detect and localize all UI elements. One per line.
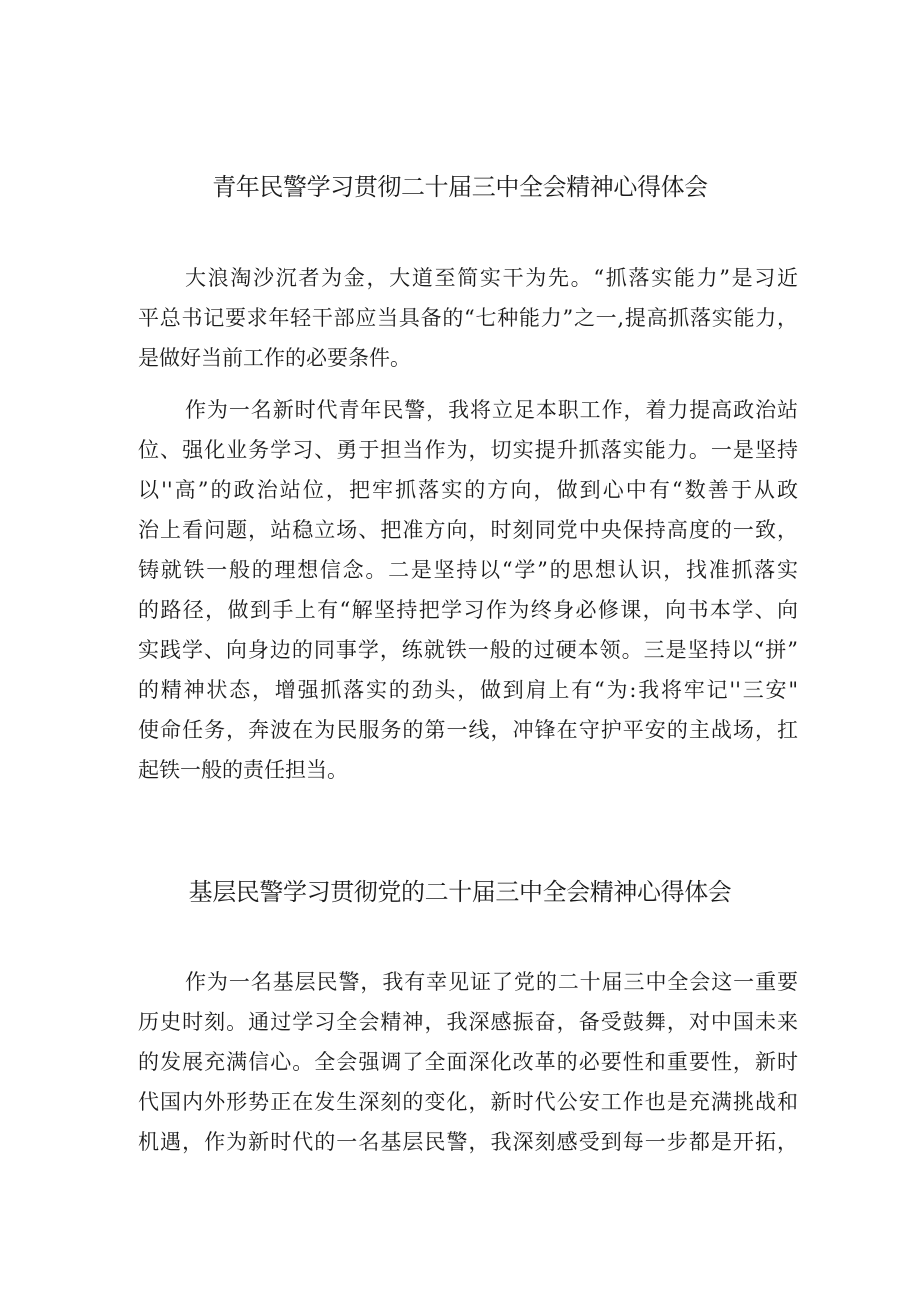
paragraph-line: 治上看问题，站稳立场、把准方向，时刻同党中央保持高度的一致， (138, 518, 798, 542)
paragraph-line: 机遇，作为新时代的一名基层民警，我深刻感受到每一步都是开拓， (138, 1130, 798, 1154)
paragraph-line: 作为一名基层民警，我有幸见证了党的二十届三中全会这一重要 (185, 970, 798, 994)
paragraph-line: 历史时刻。通过学习全会精神，我深感振奋，备受鼓舞，对中国未来 (138, 1010, 798, 1034)
paragraph-line: 使命任务，奔波在为民服务的第一线，冲锋在守护平安的主战场，扛 (138, 718, 798, 742)
article-2-paragraph-1 (138, 962, 798, 1162)
article-1-paragraph-1 (138, 258, 798, 378)
paragraph-line: 位、强化业务学习、勇于担当作为，切实提升抓落实能力。一是坚持 (138, 438, 798, 462)
paragraph-line: 实践学、向身边的同事学，练就铁一般的过硬本领。三是坚持以“拼” (138, 638, 798, 662)
paragraph-line: 大浪淘沙沉者为金，大道至简实干为先。“抓落实能力”是习近 (185, 266, 798, 290)
paragraph-line: 作为一名新时代青年民警，我将立足本职工作，着力提高政治站 (185, 398, 798, 422)
article-1-title: 青年民警学习贯彻二十届三中全会精神心得体会 (212, 173, 708, 201)
article-1-paragraph-2 (138, 390, 798, 790)
paragraph-line: 是做好当前工作的必要条件。 (138, 346, 411, 370)
paragraph-line: 的发展充满信心。全会强调了全面深化改革的必要性和重要性，新时 (138, 1050, 798, 1074)
paragraph-line: 平总书记要求年轻干部应当具备的“七种能力”之一,提高抓落实能力， (138, 306, 798, 330)
article-2-title: 基层民警学习贯彻党的二十届三中全会精神心得体会 (188, 878, 732, 906)
paragraph-line: 代国内外形势正在发生深刻的变化，新时代公安工作也是充满挑战和 (138, 1090, 798, 1114)
paragraph-line: 以''高”的政治站位，把牢抓落实的方向，做到心中有“数善于从政 (138, 478, 798, 502)
paragraph-line: 的精神状态，增强抓落实的劲头，做到肩上有“为:我将牢记''三安" (138, 678, 798, 702)
paragraph-line: 铸就铁一般的理想信念。二是坚持以“学”的思想认识，找准抓落实 (138, 558, 798, 582)
paragraph-line: 的路径，做到手上有“解坚持把学习作为终身必修课，向书本学、向 (138, 598, 798, 622)
paragraph-line: 起铁一般的责任担当。 (138, 758, 348, 782)
